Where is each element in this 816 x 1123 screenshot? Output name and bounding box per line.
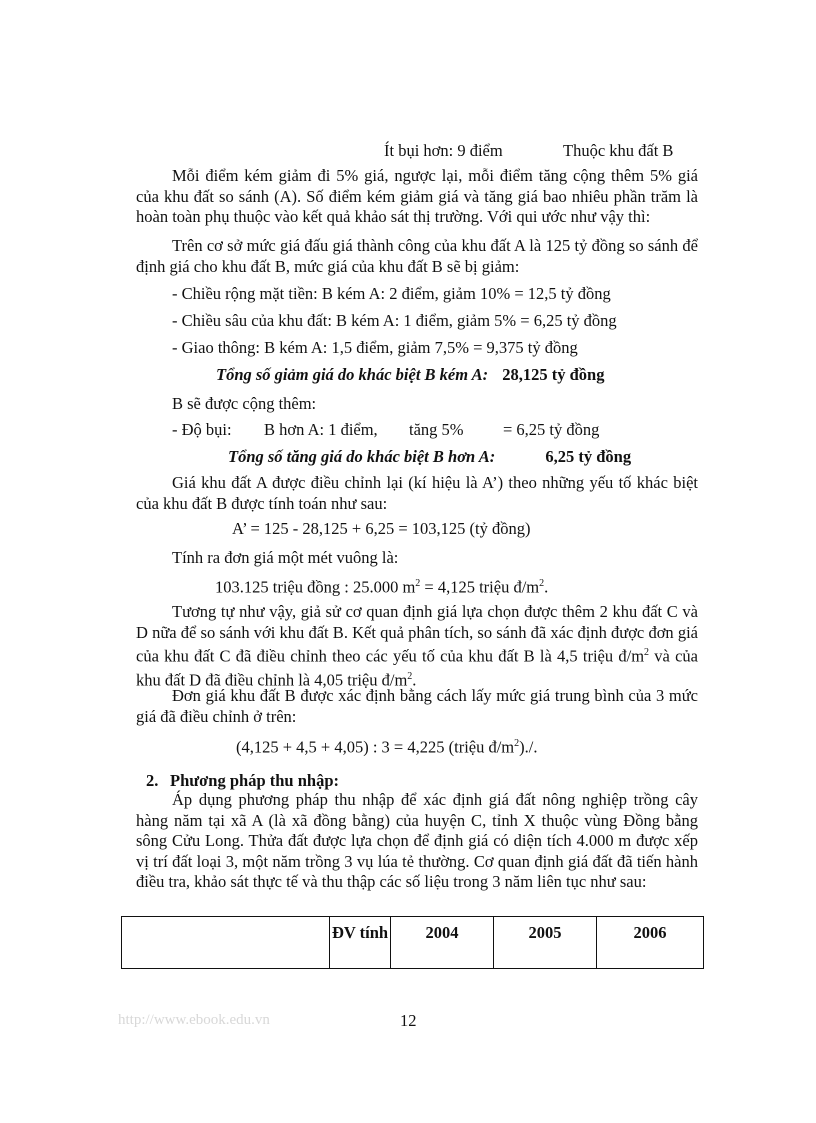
total-decrease-label: Tổng số giảm giá do khác biệt B kém A	[216, 365, 483, 384]
plus-row-value: = 6,25 tỷ đồng	[503, 420, 600, 439]
table-header-2006: 2006	[597, 917, 704, 969]
paragraph-average: Đơn giá khu đất B được xác định bằng cách lấy mức giá trung bình của 3 mức giá đã điều chỉnh ở trên:	[136, 686, 698, 726]
table-header-2005: 2005	[494, 917, 597, 969]
paragraph-income-method: Áp dụng phương pháp thu nhập để xác định giá đất nông nghiệp trồng cây hàng năm tại xã A (là xã đồng bằng) của huyện C, tỉnh X thuộc vùng Đồng bằng sông Cửu Long. Thửa đất được lựa chọn để định giá có diện tích 4.000 m được xếp vị trí đất loại 3, một năm trồng 3 vụ lúa tẻ thường. Cơ quan định giá đất đã tiến hành điều tra, khảo sát thực tế và thu thập các số liệu trong 3 năm liên tục như sau:	[136, 790, 698, 891]
table-header-unit: ĐV tính	[330, 917, 391, 969]
total-increase-value: 6,25 tỷ đồng	[545, 447, 632, 466]
plus-row-label: - Độ bụi:	[172, 420, 232, 439]
total-increase-label: Tổng số tăng giá do khác biệt B hơn A	[228, 447, 490, 466]
section-2-number: 2.	[146, 771, 159, 790]
paragraph-c-d-lands: Tương tự như vậy, giả sử cơ quan định giá lựa chọn được thêm 2 khu đất C và D nữa để so sánh với khu đất B. Kết quả phân tích, so sánh đã xác định được đơn giá của khu đất C đã điều chỉnh theo các yếu tố của khu đất B là 4,5 triệu $đ/m^2$ và của khu đất D đã điều chỉnh là 4,05 triệu $đ/m^2$.	[136, 602, 698, 690]
paragraph-unit-intro: Tính ra đơn giá một mét vuông là:	[172, 548, 399, 567]
total-decrease-row: Tổng số giảm giá do khác biệt B kém A: 28,125 tỷ đồng	[216, 365, 605, 384]
formula-average: (4,125 + 4,5 + 4,05) : 3 = 4,225 (triệu $đ/m^2)./$.	[236, 737, 538, 757]
total-increase-row: Tổng số tăng giá do khác biệt B hơn A: 6,25 tỷ đồng	[228, 447, 632, 466]
page-number: 12	[400, 1011, 417, 1030]
income-data-table	[121, 916, 704, 969]
plus-row-percent: tăng 5%	[409, 420, 464, 439]
decrease-traffic: - Giao thông: B kém A: 1,5 điểm, giảm 7,5% = 9,375 tỷ đồng	[172, 338, 578, 357]
plus-intro: B sẽ được cộng thêm:	[172, 394, 317, 413]
belongs-to-b-label: Thuộc khu đất B	[563, 141, 674, 160]
decrease-depth: - Chiều sâu của khu đất: B kém A: 1 điểm, giảm 5% = 6,25 tỷ đồng	[172, 311, 617, 330]
section-2-title: Phương pháp thu nhập:	[170, 771, 339, 790]
paragraph-adjust-a: Giá khu đất A được điều chỉnh lại (kí hiệu là A’) theo những yếu tố khác biệt của khu đất B được tính toán như sau:	[136, 473, 698, 513]
formula-a-prime: A’ = 125 - 28,125 + 6,25 = 103,125 (tỷ đồng)	[232, 519, 531, 538]
paragraph-rule: Mỗi điểm kém giảm đi 5% giá, ngược lại, mỗi điểm tăng cộng thêm 5% giá của khu đất so sánh (A). Số điểm kém giảm giá và tăng giá bao nhiêu phần trăm là hoàn toàn phụ thuộc vào kết quả khảo sát thị trường. Với qui ước như vậy thì:	[136, 166, 698, 226]
table-header-row	[122, 917, 704, 969]
total-decrease-value: 28,125 tỷ đồng	[502, 365, 605, 384]
plus-row-points: B hơn A: 1 điểm,	[264, 420, 378, 439]
dust-less-label: Ít bụi hơn: 9 điểm	[384, 141, 503, 160]
footer-url: http://www.ebook.edu.vn	[118, 1012, 270, 1028]
formula-unit-price: 103.125 triệu đồng : 25.000 $m^2 = 4,125$ triệu $đ/m^2$.	[215, 577, 549, 597]
decrease-frontage: - Chiều rộng mặt tiền: B kém A: 2 điểm, giảm 10% = 12,5 tỷ đồng	[172, 284, 611, 303]
table-header-blank	[122, 917, 330, 969]
paragraph-base-price: Trên cơ sở mức giá đấu giá thành công của khu đất A là 125 tỷ đồng so sánh để định giá cho khu đất B, mức giá của khu đất B sẽ bị giảm:	[136, 236, 698, 276]
table-header-2004: 2004	[391, 917, 494, 969]
